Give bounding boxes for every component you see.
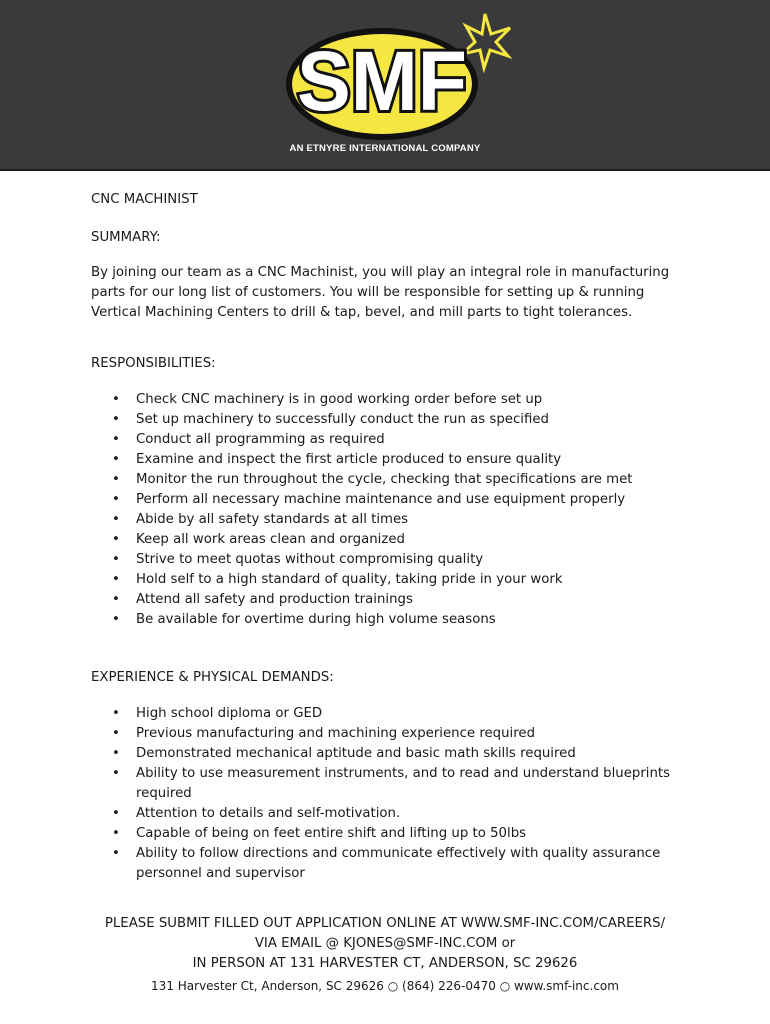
bullet-icon: • xyxy=(112,826,120,841)
responsibilities-item-text: Check CNC machinery is in good working order before set up xyxy=(136,392,543,407)
responsibilities-item xyxy=(91,590,691,610)
experience-item xyxy=(91,844,681,884)
experience-item-text: High school diploma or GED xyxy=(136,706,323,721)
bullet-icon: • xyxy=(112,492,120,507)
experience-item xyxy=(91,764,681,804)
experience-item xyxy=(91,824,681,844)
responsibilities-item xyxy=(91,510,691,530)
summary-heading: SUMMARY: xyxy=(91,230,161,245)
responsibilities-item-text: Examine and inspect the first article produced to ensure quality xyxy=(136,452,562,467)
summary-text: By joining our team as a CNC Machinist, you will play an integral role in manufacturing parts for our long list of customers. You will be responsible for setting up & running Vertical Machining Centers to drill & tap, bevel, and mill parts to tight tolerances. xyxy=(91,265,670,320)
responsibilities-item xyxy=(91,390,691,410)
experience-item xyxy=(91,804,681,824)
bullet-icon: • xyxy=(112,532,120,547)
bullet-icon: • xyxy=(112,572,120,587)
responsibilities-item-text: Be available for overtime during high volume seasons xyxy=(136,612,496,627)
responsibilities-item-text: Conduct all programming as required xyxy=(136,432,385,447)
responsibilities-item xyxy=(91,530,691,550)
experience-item xyxy=(91,744,681,764)
experience-item-text: Ability to follow directions and communicate effectively with quality assurance personnel and supervisor xyxy=(136,846,661,881)
bullet-icon: • xyxy=(112,846,120,861)
responsibilities-item xyxy=(91,550,691,570)
responsibilities-list xyxy=(91,390,691,630)
experience-item-text: Attention to details and self-motivation. xyxy=(136,806,401,821)
bullet-icon: • xyxy=(112,432,120,447)
application-footer xyxy=(0,914,770,996)
responsibilities-item xyxy=(91,450,691,470)
experience-item-text: Ability to use measurement instruments, and to read and understand blueprints required xyxy=(136,766,671,801)
apply-in-person-line: IN PERSON AT 131 HARVESTER CT, ANDERSON, SC 29626 xyxy=(192,956,578,971)
job-description xyxy=(91,190,691,884)
bullet-icon: • xyxy=(112,746,120,761)
experience-list xyxy=(91,704,681,884)
responsibilities-item xyxy=(91,570,691,590)
experience-item-text: Capable of being on feet entire shift and lifting up to 50lbs xyxy=(136,826,527,841)
responsibilities-item-text: Set up machinery to successfully conduct the run as specified xyxy=(136,412,549,427)
responsibilities-item xyxy=(91,490,691,510)
responsibilities-item-text: Perform all necessary machine maintenance and use equipment properly xyxy=(136,492,626,507)
apply-email-line: VIA EMAIL @ KJONES@SMF-INC.COM or xyxy=(254,936,516,951)
experience-heading: EXPERIENCE & PHYSICAL DEMANDS: xyxy=(91,670,334,685)
bullet-icon: • xyxy=(112,806,120,821)
bullet-icon: • xyxy=(112,452,120,467)
company-tagline: AN ETNYRE INTERNATIONAL COMPANY xyxy=(289,143,481,154)
responsibilities-item-text: Monitor the run throughout the cycle, checking that specifications are met xyxy=(136,472,633,487)
responsibilities-item xyxy=(91,410,691,430)
experience-item xyxy=(91,704,681,724)
bullet-icon: • xyxy=(112,472,120,487)
responsibilities-item xyxy=(91,430,691,450)
bullet-icon: • xyxy=(112,392,120,407)
star-icon xyxy=(462,14,510,68)
bullet-icon: • xyxy=(112,512,120,527)
company-address-line: 131 Harvester Ct, Anderson, SC 29626 ○ (864) 226-0470 ○ www.smf-inc.com xyxy=(151,979,619,993)
apply-online-line: PLEASE SUBMIT FILLED OUT APPLICATION ONLINE AT WWW.SMF-INC.COM/CAREERS/ xyxy=(104,916,666,931)
responsibilities-item xyxy=(91,470,691,490)
responsibilities-item-text: Strive to meet quotas without compromising quality xyxy=(136,552,484,567)
bullet-icon: • xyxy=(112,552,120,567)
bullet-icon: • xyxy=(112,706,120,721)
bullet-icon: • xyxy=(112,612,120,627)
responsibilities-item-text: Abide by all safety standards at all times xyxy=(136,512,409,527)
experience-item-text: Previous manufacturing and machining experience required xyxy=(136,726,536,741)
responsibilities-heading: RESPONSIBILITIES: xyxy=(91,356,216,371)
experience-item-text: Demonstrated mechanical aptitude and basic math skills required xyxy=(136,746,576,761)
responsibilities-item-text: Attend all safety and production trainings xyxy=(136,592,413,607)
responsibilities-item-text: Hold self to a high standard of quality, taking pride in your work xyxy=(136,572,563,587)
responsibilities-item xyxy=(91,610,691,630)
smf-logo xyxy=(282,12,512,142)
responsibilities-item-text: Keep all work areas clean and organized xyxy=(136,532,405,547)
page-header xyxy=(0,0,770,171)
logo-wordmark: SMF xyxy=(297,34,467,128)
bullet-icon: • xyxy=(112,412,120,427)
bullet-icon: • xyxy=(112,766,120,781)
bullet-icon: • xyxy=(112,726,120,741)
experience-item xyxy=(91,724,681,744)
bullet-icon: • xyxy=(112,592,120,607)
job-title: CNC MACHINIST xyxy=(91,192,198,207)
